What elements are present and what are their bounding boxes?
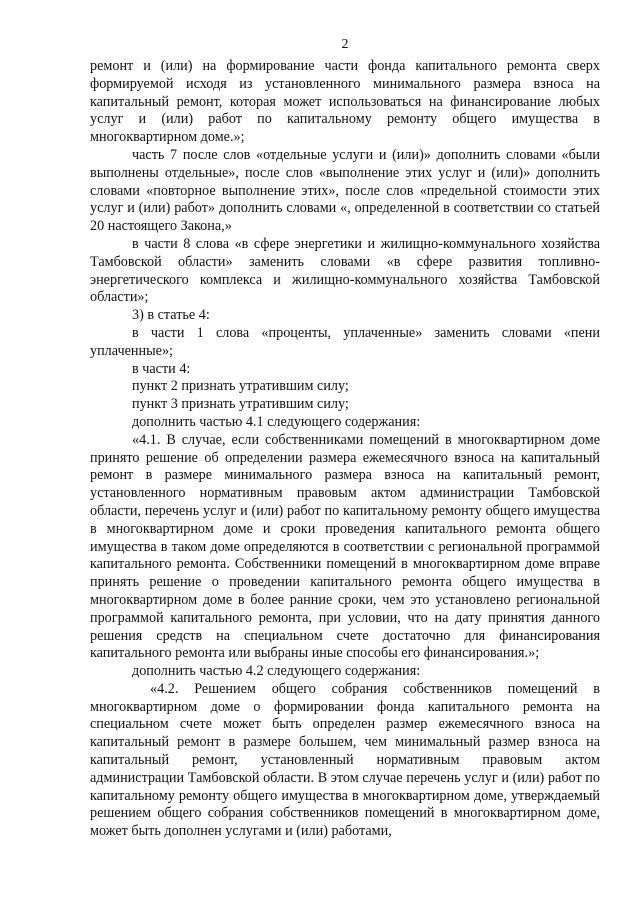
paragraph-clause-2-repealed: пункт 2 признать утратившим силу; [132,378,349,395]
paragraph-article-4: 3) в статье 4: [132,307,210,324]
paragraph-part-4-1-text: «4.1. В случае, если собственниками помещений в многоквартирном доме принято решение об определении размера ежемесячного взноса на капитальный ремонт в размере минимального размера взноса на капитальный ремонт, установленного нормативным правовым актом администрации Тамбовской области, перечень услуг и (или) работ по капитальному ремонту общего имущества в многоквартирном доме и сроки проведения капитального ремонта общего имущества в таком доме определяются в соответствии с региональной программой капитального ремонта. Собственники помещений в многоквартирном доме вправе принять решение о проведении капитального ремонта общего имущества в многоквартирном доме в более ранние сроки, чем это установлено региональной программой капитального ремонта, при условии, что на дату принятия данного решения средств на специальном счете достаточно для финансирования капитального ремонта или выбраны иные способы его финансирования.»; [90,431,600,662]
paragraph-part-4-2-text: «4.2. Решением общего собрания собственников помещений в многоквартирном доме о формировании фонда капитального ремонта на специальном счете может быть определен размер ежемесячного взноса на капитальный ремонт в размере большем, чем минимальный размер взноса на капитальный ремонт, установленный нормативным правовым актом администрации Тамбовской области. В этом случае перечень услуг и (или) работ по капитальному ремонту общего имущества в многоквартирном доме, утверждаемый решением общего собрания собственников помещений в многоквартирном доме, может быть дополнен услугами и (или) работами, [90,680,600,840]
paragraph-article-4-part-1: в части 1 слова «проценты, уплаченные» заменить словами «пени уплаченные»; [90,324,600,359]
paragraph-add-part-4-1: дополнить частью 4.1 следующего содержания: [132,413,421,430]
paragraph-part-8: в части 8 слова «в сфере энергетики и жилищно-коммунального хозяйства Тамбовской области» заменить словами «в сфере развития топливно-энергетического комплекса и жилищно-коммунального хозяйства Тамбовской области»; [90,235,600,306]
page-number: 2 [341,37,349,52]
paragraph-fund-formation: ремонт и (или) на формирование части фонда капитального ремонта сверх формируемой исходя из установленного минимального размера взноса на капитальный ремонт, которая может использоваться на финансирование любых услуг и (или) работ по капитальному ремонту общего имущества в многоквартирном доме.»; [90,58,600,146]
paragraph-article-4-part-4: в части 4: [132,360,191,377]
paragraph-add-part-4-2: дополнить частью 4.2 следующего содержания: [132,663,421,680]
paragraph-clause-3-repealed: пункт 3 признать утратившим силу; [132,396,349,413]
paragraph-part-7: часть 7 после слов «отдельные услуги и (или)» дополнить словами «были выполнены отдельные», после слов «выполнение этих услуг и (или)» дополнить словами «повторное выполнение этих», после слов «предельной стоимости этих услуг и (или) работ» дополнить словами «, определенной в соответствии со статьей 20 настоящего Закона,» [90,146,600,235]
